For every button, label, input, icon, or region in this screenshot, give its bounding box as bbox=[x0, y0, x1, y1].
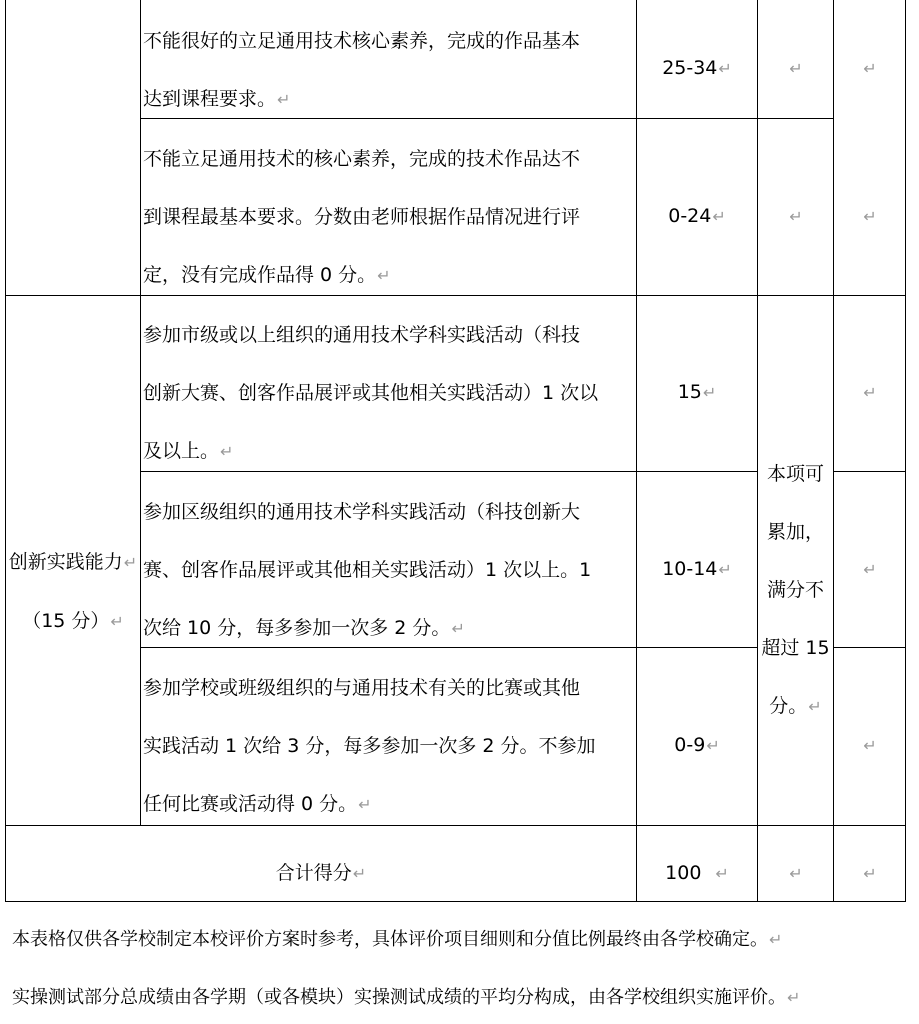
paragraph-mark: ↵ bbox=[789, 864, 803, 883]
note-line: 超过 15 bbox=[761, 637, 830, 659]
note-line: 累加， bbox=[766, 521, 824, 543]
table-bottom bbox=[5, 901, 906, 902]
paragraph-mark: ↵ bbox=[789, 59, 803, 78]
paragraph-mark: ↵ bbox=[808, 697, 822, 716]
cumulative-note bbox=[758, 445, 833, 736]
row-divider-3b bbox=[833, 471, 906, 472]
note-line: 分。↵ bbox=[769, 695, 822, 717]
border-left bbox=[5, 0, 6, 902]
paragraph-mark: ↵ bbox=[358, 795, 372, 814]
paragraph-mark: ↵ bbox=[787, 988, 801, 1007]
score-cell: 15↵ bbox=[677, 381, 717, 403]
criterion-line: 实践活动 1 次给 3 分，每多参加一次多 2 分。不参加 bbox=[143, 735, 596, 757]
criterion-cell bbox=[143, 130, 636, 305]
criterion-line: 不能立足通用技术的核心素养，完成的技术作品达不 bbox=[143, 148, 581, 170]
score-cell: 10-14↵ bbox=[662, 558, 732, 580]
empty-cell bbox=[834, 383, 905, 402]
criterion-cell bbox=[143, 12, 636, 129]
empty-cell bbox=[758, 59, 833, 78]
border-category bbox=[140, 0, 141, 825]
paragraph-mark: ↵ bbox=[352, 864, 367, 883]
score-cell: 0-24↵ bbox=[668, 205, 726, 227]
paragraph-mark: ↵ bbox=[451, 619, 465, 638]
criterion-cell bbox=[143, 659, 636, 834]
note-paragraph: 本表格仅供各学校制定本校评价方案时参考，具体评价项目细则和分值比例最终由各学校确定。↵ bbox=[12, 929, 783, 950]
paragraph-mark: ↵ bbox=[863, 383, 877, 402]
total-label: 合计得分↵ bbox=[275, 862, 367, 884]
empty-cell bbox=[758, 864, 833, 883]
total-score: 100 ↵ bbox=[665, 862, 729, 884]
category-points: （15 分）↵ bbox=[22, 610, 124, 632]
paragraph-mark: ↵ bbox=[277, 90, 291, 109]
criterion-line: 次给 10 分，每多参加一次多 2 分。↵ bbox=[143, 617, 465, 639]
paragraph-mark: ↵ bbox=[863, 864, 877, 883]
criterion-line: 达到课程要求。↵ bbox=[143, 88, 291, 110]
criterion-line: 参加学校或班级组织的与通用技术有关的比赛或其他 bbox=[143, 677, 581, 699]
category-title: 创新实践能力↵ bbox=[8, 551, 138, 573]
paragraph-mark: ↵ bbox=[702, 383, 717, 402]
note-paragraph: 实操测试部分总成绩由各学期（或各模块）实操测试成绩的平均分构成，由各学校组织实施评价。↵ bbox=[12, 987, 801, 1008]
border-criterion bbox=[636, 0, 637, 902]
note-line: 本项可 bbox=[766, 463, 824, 485]
score-cell: 25-34↵ bbox=[662, 57, 732, 79]
paragraph-mark: ↵ bbox=[863, 736, 877, 755]
criterion-line: 及以上。↵ bbox=[143, 440, 234, 462]
criterion-line: 任何比赛或活动得 0 分。↵ bbox=[143, 793, 372, 815]
score-cell: 0-9↵ bbox=[674, 734, 720, 756]
row-divider-4b bbox=[833, 647, 906, 648]
paragraph-mark: ↵ bbox=[123, 553, 138, 572]
criterion-line: 参加市级或以上组织的通用技术学科实践活动（科技 bbox=[143, 324, 581, 346]
empty-cell bbox=[834, 207, 905, 226]
paragraph-mark: ↵ bbox=[863, 59, 877, 78]
criterion-line: 到课程最基本要求。分数由老师根据作品情况进行评 bbox=[143, 206, 581, 228]
paragraph-mark: ↵ bbox=[789, 207, 803, 226]
paragraph-mark: ↵ bbox=[769, 930, 783, 949]
paragraph-mark: ↵ bbox=[718, 560, 732, 579]
criterion-line: 创新大赛、创客作品展评或其他相关实践活动）1 次以 bbox=[143, 382, 599, 404]
paragraph-mark: ↵ bbox=[718, 59, 732, 78]
border-right bbox=[905, 0, 906, 902]
empty-cell bbox=[834, 560, 905, 579]
paragraph-mark: ↵ bbox=[706, 736, 720, 755]
criterion-cell bbox=[143, 483, 636, 658]
paragraph-mark: ↵ bbox=[110, 612, 124, 631]
criterion-line: 定，没有完成作品得 0 分。↵ bbox=[143, 264, 391, 286]
paragraph-mark: ↵ bbox=[863, 207, 877, 226]
category-cell bbox=[6, 533, 140, 651]
border-note bbox=[833, 0, 834, 902]
note-line: 满分不 bbox=[766, 579, 824, 601]
criterion-line: 参加区级组织的通用技术学科实践活动（科技创新大 bbox=[143, 501, 581, 523]
paragraph-mark: ↵ bbox=[377, 266, 391, 285]
paragraph-mark: ↵ bbox=[715, 864, 729, 883]
criterion-line: 不能很好的立足通用技术核心素养，完成的作品基本 bbox=[143, 30, 581, 52]
paragraph-mark: ↵ bbox=[220, 442, 234, 461]
paragraph-mark: ↵ bbox=[712, 207, 726, 226]
empty-cell bbox=[834, 736, 905, 755]
criterion-cell bbox=[143, 306, 636, 481]
empty-cell bbox=[834, 864, 905, 883]
empty-cell bbox=[758, 207, 833, 226]
criterion-line: 赛、创客作品展评或其他相关实践活动）1 次以上。1 bbox=[143, 559, 592, 581]
empty-cell bbox=[834, 59, 905, 78]
paragraph-mark: ↵ bbox=[863, 560, 877, 579]
